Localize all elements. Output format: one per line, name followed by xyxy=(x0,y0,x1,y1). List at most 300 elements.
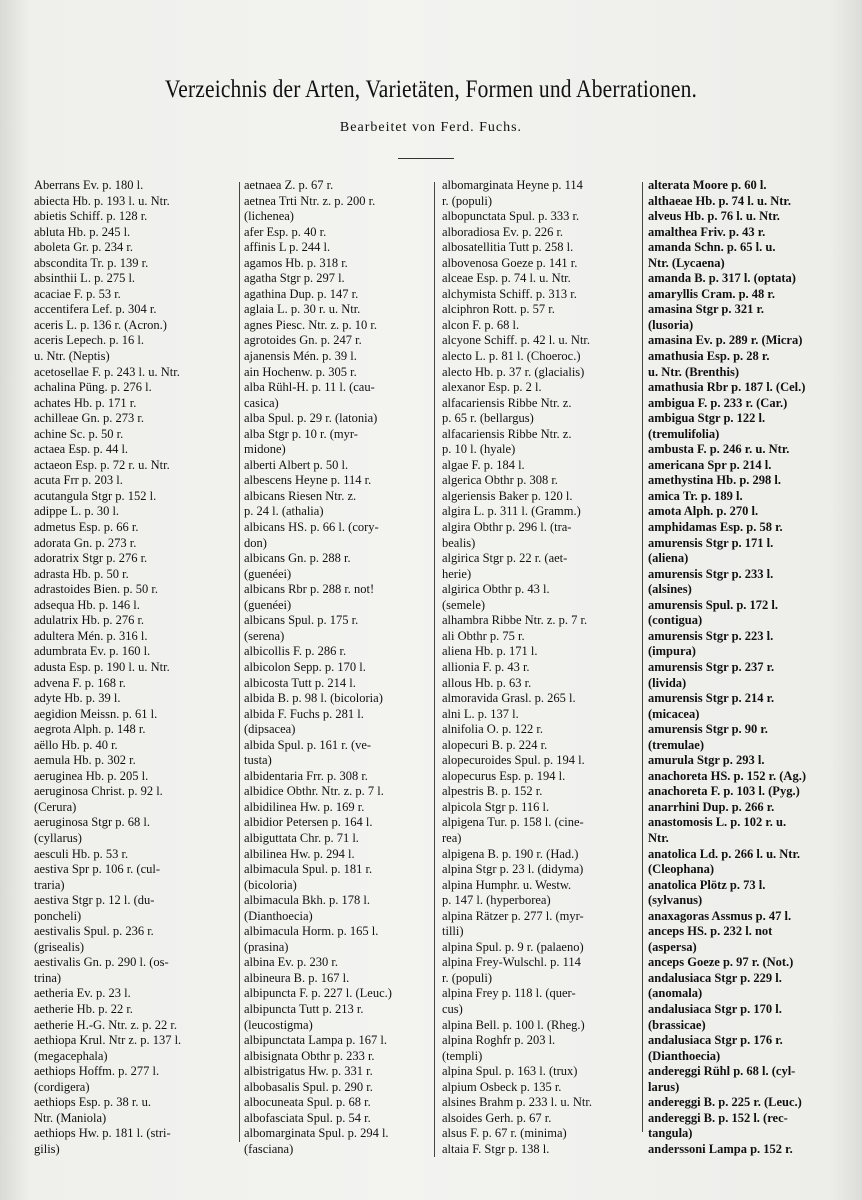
index-entry-text: (tremulifolia) xyxy=(648,426,720,441)
index-entry-text: adrasta Hb. p. 50 r. xyxy=(34,566,129,581)
index-entry xyxy=(34,302,234,318)
index-entry-text: algira Obthr p. 296 l. (tra- xyxy=(442,520,572,535)
index-entry-text: anachoreta HS. p. 152 r. (Ag.) xyxy=(648,768,806,783)
index-entry-text: alopecuri B. p. 224 r. xyxy=(442,737,548,752)
index-entry xyxy=(442,318,638,334)
index-entry xyxy=(648,753,848,769)
index-entry xyxy=(244,800,430,816)
index-entry xyxy=(244,536,430,552)
index-entry xyxy=(648,629,848,645)
index-entry xyxy=(442,800,638,816)
index-entry-text: ain Hochenw. p. 305 r. xyxy=(244,364,357,379)
index-entry xyxy=(34,691,234,707)
index-entry xyxy=(648,240,848,256)
index-entry xyxy=(34,396,234,412)
index-entry xyxy=(648,784,848,800)
index-entry-text: achates Hb. p. 171 r. xyxy=(34,395,137,410)
index-entry-text: alfacariensis Ribbe Ntr. z. xyxy=(442,426,572,441)
index-entry xyxy=(244,862,430,878)
index-entry xyxy=(244,194,430,210)
index-entry xyxy=(648,909,848,925)
index-entry xyxy=(34,551,234,567)
index-entry xyxy=(34,178,234,194)
index-entry-text: anceps HS. p. 232 l. not xyxy=(648,924,773,939)
index-entry xyxy=(244,815,430,831)
index-entry xyxy=(244,582,430,598)
index-entry-text: bealis) xyxy=(442,535,476,550)
index-entry xyxy=(648,287,848,303)
index-entry xyxy=(648,738,848,754)
index-entry xyxy=(244,784,430,800)
index-entry xyxy=(648,396,848,412)
index-entry-text: actaea Esp. p. 44 l. xyxy=(34,442,129,457)
index-entry-text: (anomala) xyxy=(648,986,703,1001)
index-entry xyxy=(648,1080,848,1096)
index-entry-text: aeruginosa Stgr p. 68 l. xyxy=(34,815,150,830)
index-entry xyxy=(244,209,430,225)
index-entry xyxy=(442,333,638,349)
index-entry xyxy=(244,1049,430,1065)
index-entry-text: albipunctata Lampa p. 167 l. xyxy=(244,1033,388,1048)
index-entry-text: amasina Ev. p. 289 r. (Micra) xyxy=(648,333,803,348)
index-entry xyxy=(648,893,848,909)
index-entry xyxy=(34,504,234,520)
index-entry xyxy=(34,629,234,645)
index-entry xyxy=(442,225,638,241)
index-entry xyxy=(244,769,430,785)
index-entry xyxy=(244,924,430,940)
index-entry xyxy=(34,660,234,676)
index-entry-text: amathusia Esp. p. 28 r. xyxy=(648,349,770,364)
index-entry xyxy=(648,520,848,536)
index-entry xyxy=(34,831,234,847)
index-entry xyxy=(442,458,638,474)
index-entry-text: amaryllis Cram. p. 48 r. xyxy=(648,286,775,301)
index-entry-text: adsequa Hb. p. 146 l. xyxy=(34,597,140,612)
index-entry xyxy=(442,909,638,925)
index-entry-text: alpina Stgr p. 23 l. (didyma) xyxy=(442,862,584,877)
index-entry xyxy=(244,551,430,567)
index-entry-text: tusta) xyxy=(244,753,272,768)
index-entry-text: albicans Rbr p. 288 r. not! xyxy=(244,582,375,597)
index-entry-text: adorata Gn. p. 273 r. xyxy=(34,535,137,550)
index-entry xyxy=(34,240,234,256)
index-entry xyxy=(648,831,848,847)
index-entry xyxy=(244,442,430,458)
index-entry-text: albidice Obthr. Ntr. z. p. 7 l. xyxy=(244,784,384,799)
index-entry xyxy=(244,287,430,303)
index-entry xyxy=(442,831,638,847)
index-entry-text: anatolica Ld. p. 266 l. u. Ntr. xyxy=(648,846,800,861)
index-entry-text: albomarginata Spul. p. 294 l. xyxy=(244,1126,389,1141)
index-entry-text: alpigena B. p. 190 r. (Had.) xyxy=(442,846,579,861)
index-entry xyxy=(442,1049,638,1065)
index-entry-text: alba Stgr p. 10 r. (myr- xyxy=(244,426,358,441)
index-entry xyxy=(34,862,234,878)
index-entry xyxy=(244,567,430,583)
index-entry-text: albidilinea Hw. p. 169 r. xyxy=(244,799,365,814)
index-entry-text: albiguttata Chr. p. 71 l. xyxy=(244,830,359,845)
index-entry-text: alpigena Tur. p. 158 l. (cine- xyxy=(442,815,584,830)
index-entry xyxy=(648,380,848,396)
index-entry-text: p. 147 l. (hyperborea) xyxy=(442,893,551,908)
index-entry-text: p. 65 r. (bellargus) xyxy=(442,411,534,426)
index-entry-text: aestivalis Gn. p. 290 l. (os- xyxy=(34,955,169,970)
index-entry-text: alopecuroides Spul. p. 194 l. xyxy=(442,753,585,768)
index-entry-text: althaeae Hb. p. 74 l. u. Ntr. xyxy=(648,193,791,208)
index-entry-text: agathina Dup. p. 147 r. xyxy=(244,286,359,301)
index-entry xyxy=(244,676,430,692)
index-entry xyxy=(34,1064,234,1080)
index-entry-text: algira L. p. 311 l. (Gramm.) xyxy=(442,504,581,519)
index-entry-text: alpicola Stgr p. 116 l. xyxy=(442,799,550,814)
index-column-2 xyxy=(244,178,430,1157)
index-entry-text: andereggi B. p. 225 r. (Leuc.) xyxy=(648,1095,802,1110)
index-entry-text: andereggi B. p. 152 l. (rec- xyxy=(648,1110,788,1125)
index-entry-text: andereggi Rühl p. 68 l. (cyl- xyxy=(648,1064,796,1079)
index-entry xyxy=(244,1018,430,1034)
index-entry-text: amasina Stgr p. 321 r. xyxy=(648,302,764,317)
index-entry-text: adusta Esp. p. 190 l. u. Ntr. xyxy=(34,659,170,674)
index-entry xyxy=(442,582,638,598)
index-entry-text: albicans Riesen Ntr. z. xyxy=(244,488,357,503)
index-entry-text: aglaia L. p. 30 r. u. Ntr. xyxy=(244,302,361,317)
index-entry xyxy=(442,862,638,878)
index-entry xyxy=(648,769,848,785)
index-entry xyxy=(648,365,848,381)
index-entry-text: traria) xyxy=(34,877,65,892)
index-entry xyxy=(648,878,848,894)
index-entry-text: amurensis Stgr p. 171 l. xyxy=(648,535,774,550)
index-entry xyxy=(244,256,430,272)
index-entry-text: andalusiaca Stgr p. 176 r. xyxy=(648,1033,783,1048)
index-entry xyxy=(648,411,848,427)
index-entry-text: alcyone Schiff. p. 42 l. u. Ntr. xyxy=(442,333,591,348)
index-entry-text: albicosta Tutt p. 214 l. xyxy=(244,675,356,690)
index-entry xyxy=(648,318,848,334)
index-entry-text: alpina Rätzer p. 277 l. (myr- xyxy=(442,908,584,923)
index-entry xyxy=(648,598,848,614)
index-entry-text: tilli) xyxy=(442,924,464,939)
index-entry xyxy=(648,489,848,505)
index-entry xyxy=(442,924,638,940)
index-entry-text: (cordigera) xyxy=(34,1079,90,1094)
index-entry xyxy=(648,1095,848,1111)
index-entry-text: aceris L. p. 136 r. (Acron.) xyxy=(34,317,167,332)
index-entry xyxy=(442,178,638,194)
index-entry-text: (Cerura) xyxy=(34,799,77,814)
index-entry-text: albida B. p. 98 l. (bicoloria) xyxy=(244,691,383,706)
index-entry xyxy=(244,225,430,241)
index-entry xyxy=(442,504,638,520)
index-entry-text: adultera Mén. p. 316 l. xyxy=(34,628,148,643)
index-entry xyxy=(244,333,430,349)
index-entry xyxy=(244,349,430,365)
index-entry-text: r. (populi) xyxy=(442,193,492,208)
index-entry-text: adrastoides Bien. p. 50 r. xyxy=(34,582,158,597)
index-entry xyxy=(34,707,234,723)
index-entry xyxy=(648,1049,848,1065)
index-entry xyxy=(442,691,638,707)
index-entry xyxy=(244,302,430,318)
index-entry-text: alpina Spul. p. 163 l. (trux) xyxy=(442,1064,578,1079)
index-entry-text: acutangula Stgr p. 152 l. xyxy=(34,488,157,503)
index-entry xyxy=(34,753,234,769)
index-entry xyxy=(442,380,638,396)
index-entry-text: acuta Frr p. 203 l. xyxy=(34,473,123,488)
index-entry xyxy=(442,427,638,443)
index-entry-text: alterata Moore p. 60 l. xyxy=(648,178,767,192)
index-entry xyxy=(244,473,430,489)
index-entry xyxy=(34,411,234,427)
index-entry xyxy=(244,1080,430,1096)
index-entry-text: (leucostigma) xyxy=(244,1017,313,1032)
index-entry xyxy=(34,1033,234,1049)
index-entry-text: p. 10 l. (hyale) xyxy=(442,442,516,457)
index-entry-text: albocuneata Spul. p. 68 r. xyxy=(244,1095,371,1110)
index-entry xyxy=(648,676,848,692)
index-entry xyxy=(442,473,638,489)
title-divider xyxy=(398,158,454,159)
index-entry xyxy=(244,411,430,427)
index-entry xyxy=(34,1142,234,1158)
index-entry xyxy=(34,598,234,614)
index-entry xyxy=(648,225,848,241)
index-entry-text: (serena) xyxy=(244,628,285,643)
index-entry-text: algeriensis Baker p. 120 l. xyxy=(442,488,573,503)
index-entry xyxy=(648,644,848,660)
index-entry xyxy=(442,971,638,987)
index-entry-text: adulatrix Hb. p. 276 r. xyxy=(34,613,145,628)
index-entry xyxy=(244,909,430,925)
index-entry xyxy=(442,660,638,676)
index-entry xyxy=(34,940,234,956)
index-entry xyxy=(442,349,638,365)
index-entry-text: alba Rühl-H. p. 11 l. (cau- xyxy=(244,380,375,395)
index-entry-text: amurensis Stgr p. 90 r. xyxy=(648,722,768,737)
index-entry-text: albomarginata Heyne p. 114 xyxy=(442,178,583,192)
index-entry-text: (guenéei) xyxy=(244,566,292,581)
index-entry-text: alba Spul. p. 29 r. (latonia) xyxy=(244,411,378,426)
index-entry xyxy=(442,769,638,785)
index-entry xyxy=(34,225,234,241)
index-entry-text: alveus Hb. p. 76 l. u. Ntr. xyxy=(648,209,780,224)
index-entry xyxy=(34,473,234,489)
index-entry-text: albisignata Obthr p. 233 r. xyxy=(244,1048,375,1063)
index-entry-text: achalina Püng. p. 276 l. xyxy=(34,380,152,395)
index-entry-text: (Dianthoecia) xyxy=(648,1048,721,1063)
index-entry xyxy=(442,411,638,427)
index-entry xyxy=(34,1111,234,1127)
index-entry-text: (cyllarus) xyxy=(34,830,82,845)
index-entry xyxy=(442,396,638,412)
index-entry-text: alsines Brahm p. 233 l. u. Ntr. xyxy=(442,1095,592,1110)
index-entry-text: admetus Esp. p. 66 r. xyxy=(34,520,139,535)
index-entry-text: ajanensis Mén. p. 39 l. xyxy=(244,349,357,364)
index-entry-text: p. 24 l. (athalia) xyxy=(244,504,324,519)
index-entry xyxy=(648,940,848,956)
index-entry xyxy=(442,442,638,458)
index-entry-text: aestiva Spr p. 106 r. (cul- xyxy=(34,862,161,877)
index-entry xyxy=(442,536,638,552)
index-entry xyxy=(244,940,430,956)
index-entry-text: Ntr. (Maniola) xyxy=(34,1110,107,1125)
index-entry-text: absinthii L. p. 275 l. xyxy=(34,271,136,286)
index-entry-text: acetosellae F. p. 243 l. u. Ntr. xyxy=(34,364,180,379)
index-entry xyxy=(34,955,234,971)
index-entry-text: amanda Schn. p. 65 l. u. xyxy=(648,240,776,255)
index-entry-text: aetnea Trti Ntr. z. p. 200 r. xyxy=(244,193,376,208)
index-entry-text: altaia F. Stgr p. 138 l. xyxy=(442,1141,550,1156)
index-entry xyxy=(648,567,848,583)
index-entry xyxy=(244,520,430,536)
index-entry-text: amalthea Friv. p. 43 r. xyxy=(648,224,766,239)
index-entry xyxy=(244,753,430,769)
index-entry xyxy=(34,800,234,816)
index-entry-text: affinis L p. 244 l. xyxy=(244,240,331,255)
index-entry-text: alpina Frey p. 118 l. (quer- xyxy=(442,986,576,1001)
index-entry-text: (dipsacea) xyxy=(244,722,296,737)
index-entry xyxy=(648,349,848,365)
index-entry xyxy=(442,644,638,660)
index-entry-text: albicans Gn. p. 288 r. xyxy=(244,551,351,566)
index-entry xyxy=(244,847,430,863)
index-entry xyxy=(34,1049,234,1065)
index-entry-text: amota Alph. p. 270 l. xyxy=(648,504,759,519)
index-entry-text: aetherie Hb. p. 22 r. xyxy=(34,1001,133,1016)
index-entry xyxy=(442,240,638,256)
index-entry xyxy=(244,613,430,629)
index-entry-text: albimacula Horm. p. 165 l. xyxy=(244,924,379,939)
index-entry-text: (megacephala) xyxy=(34,1048,108,1063)
index-entry-text: aegrota Alph. p. 148 r. xyxy=(34,722,146,737)
index-entry xyxy=(648,1126,848,1142)
index-entry xyxy=(244,707,430,723)
index-entry-text: agamos Hb. p. 318 r. xyxy=(244,255,348,270)
index-entry-text: midone) xyxy=(244,442,286,457)
index-entry-text: (impura) xyxy=(648,644,696,659)
index-entry-text: (Cleophana) xyxy=(648,862,714,877)
index-entry xyxy=(648,551,848,567)
index-entry xyxy=(34,380,234,396)
index-entry-text: (livida) xyxy=(648,675,687,690)
index-entry xyxy=(648,1002,848,1018)
index-entry xyxy=(34,1018,234,1034)
index-entry-text: amanda B. p. 317 l. (optata) xyxy=(648,271,796,286)
index-entry xyxy=(34,644,234,660)
index-entry xyxy=(648,955,848,971)
index-entry xyxy=(648,458,848,474)
index-entry-text: aetheria Ev. p. 23 l. xyxy=(34,986,131,1001)
index-entry-text: casica) xyxy=(244,395,279,410)
index-entry-text: u. Ntr. (Neptis) xyxy=(34,349,110,364)
index-entry-text: alpium Osbeck p. 135 r. xyxy=(442,1079,562,1094)
index-entry xyxy=(244,831,430,847)
index-entry xyxy=(648,1111,848,1127)
index-entry-text: algirica Stgr p. 22 r. (aet- xyxy=(442,551,568,566)
index-entry-text: (prasina) xyxy=(244,939,289,954)
index-entry xyxy=(442,815,638,831)
index-entry xyxy=(648,800,848,816)
index-entry-text: albimacula Spul. p. 181 r. xyxy=(244,862,373,877)
index-entry-text: abscondita Tr. p. 139 r. xyxy=(34,255,149,270)
index-entry-text: rea) xyxy=(442,830,462,845)
index-entry xyxy=(442,1033,638,1049)
index-entry-text: alceae Esp. p. 74 l. u. Ntr. xyxy=(442,271,571,286)
index-entry-text: aceris Lepech. p. 16 l. xyxy=(34,333,145,348)
index-entry xyxy=(648,1064,848,1080)
index-entry-text: albipuncta Tutt p. 213 r. xyxy=(244,1001,364,1016)
index-entry-text: don) xyxy=(244,535,267,550)
index-entry xyxy=(244,365,430,381)
index-entry-text: (lichenea) xyxy=(244,209,294,224)
index-entry-text: amurensis Stgr p. 214 r. xyxy=(648,691,775,706)
index-entry-text: albovenosa Goeze p. 141 r. xyxy=(442,255,578,270)
index-entry-text: albilinea Hw. p. 294 l. xyxy=(244,846,355,861)
index-entry-text: trina) xyxy=(34,970,62,985)
index-entry-text: alecto L. p. 81 l. (Choeroc.) xyxy=(442,349,581,364)
index-entry-text: (Dianthoecia) xyxy=(244,908,313,923)
index-entry xyxy=(442,1111,638,1127)
index-entry xyxy=(648,427,848,443)
index-entry xyxy=(34,333,234,349)
index-entry xyxy=(648,1142,848,1158)
index-entry xyxy=(648,924,848,940)
index-entry xyxy=(648,271,848,287)
index-entry-text: Aberrans Ev. p. 180 l. xyxy=(34,178,144,192)
index-entry xyxy=(34,1002,234,1018)
index-entry-text: ambigua F. p. 233 r. (Car.) xyxy=(648,395,788,410)
index-entry-text: amurensis Stgr p. 233 l. xyxy=(648,566,774,581)
index-entry-text: aliena Hb. p. 171 l. xyxy=(442,644,538,659)
index-entry xyxy=(442,287,638,303)
index-entry-text: alpina Humphr. u. Westw. xyxy=(442,877,572,892)
index-entry-text: albicolon Sepp. p. 170 l. xyxy=(244,659,366,674)
index-entry-text: aethiopa Krul. Ntr z. p. 137 l. xyxy=(34,1033,182,1048)
index-entry-text: afer Esp. p. 40 r. xyxy=(244,224,327,239)
index-entry-text: alpina Spul. p. 9 r. (palaeno) xyxy=(442,939,584,954)
index-entry-text: albida Spul. p. 161 r. (ve- xyxy=(244,737,372,752)
index-entry-text: (aspersa) xyxy=(648,939,697,954)
index-entry xyxy=(34,1126,234,1142)
index-entry-text: amica Tr. p. 189 l. xyxy=(648,488,743,503)
index-entry-text: albida F. Fuchs p. 281 l. xyxy=(244,706,364,721)
index-entry xyxy=(442,1018,638,1034)
index-entry-text: (micacea) xyxy=(648,706,700,721)
index-entry-text: amphidamas Esp. p. 58 r. xyxy=(648,520,783,535)
index-entry xyxy=(648,660,848,676)
index-entry-text: actaeon Esp. p. 72 r. u. Ntr. xyxy=(34,457,170,472)
index-entry-text: amethystina Hb. p. 298 l. xyxy=(648,473,782,488)
index-entry-text: abluta Hb. p. 245 l. xyxy=(34,224,131,239)
index-entry xyxy=(34,722,234,738)
index-entry xyxy=(442,676,638,692)
index-entry xyxy=(648,722,848,738)
index-entry xyxy=(34,815,234,831)
index-entry-text: albicollis F. p. 286 r. xyxy=(244,644,347,659)
index-entry-text: aestiva Stgr p. 12 l. (du- xyxy=(34,893,155,908)
index-entry xyxy=(442,256,638,272)
index-entry xyxy=(244,738,430,754)
index-entry-text: alpina Bell. p. 100 l. (Rheg.) xyxy=(442,1017,585,1032)
index-entry xyxy=(34,613,234,629)
index-entry-text: amurensis Stgr p. 237 r. xyxy=(648,659,775,674)
index-entry-text: albopunctata Spul. p. 333 r. xyxy=(442,209,580,224)
index-entry xyxy=(442,878,638,894)
index-entry xyxy=(244,660,430,676)
index-entry xyxy=(244,1002,430,1018)
index-entry xyxy=(244,644,430,660)
